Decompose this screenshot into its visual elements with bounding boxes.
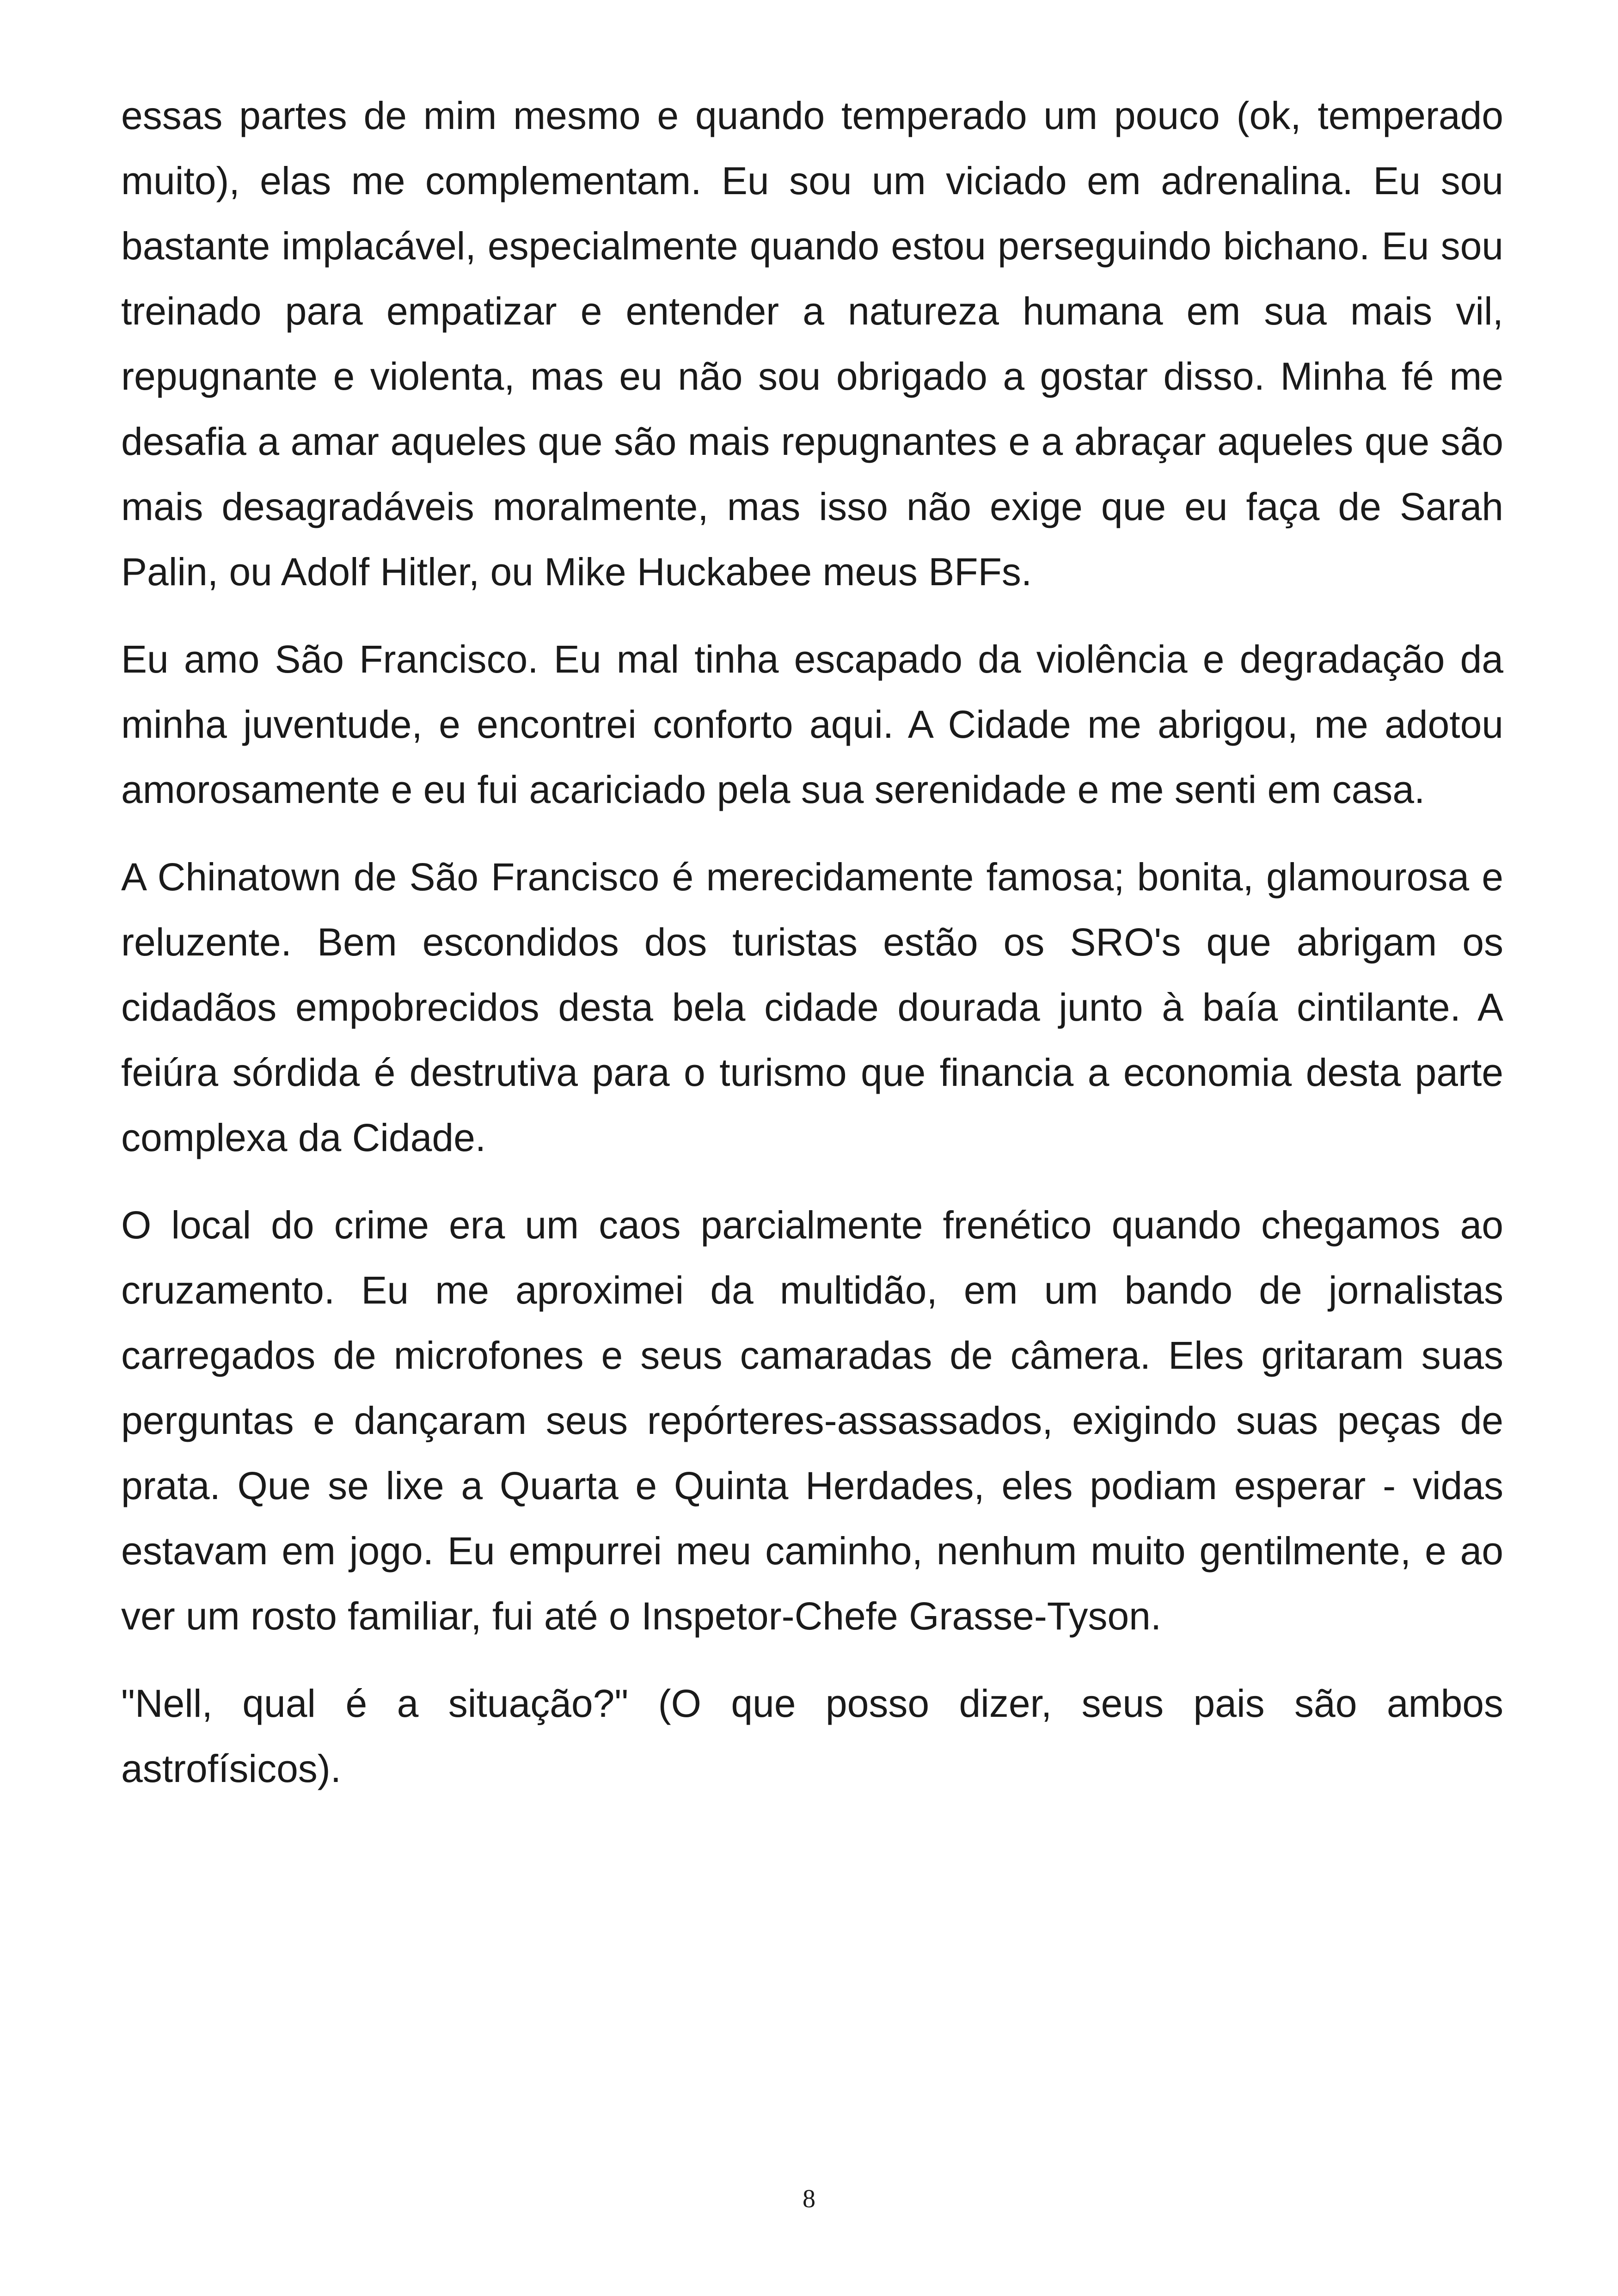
paragraph: Eu amo São Francisco. Eu mal tinha escapado da violência e degradação da minha juventude, e encontrei conforto aqui. A Cidade me abrigou, me adotou amorosamente e eu fui acariciado pela sua serenidade e me senti em casa. [121, 637, 1503, 811]
paragraph: essas partes de mim mesmo e quando temperado um pouco (ok, temperado muito), elas me complementam. Eu sou um viciado em adrenalina. Eu sou bastante implacável, especialmente quando estou perseguindo bichano. Eu sou treinado para empatizar e entender a natureza humana em sua mais vil, repugnante e violenta, mas eu não sou obrigado a gostar disso. Minha fé me desafia a amar aqueles que são mais repugnantes e a abraçar aqueles que são mais desagradáveis moralmente, mas isso não exige que eu faça de Sarah Palin, ou Adolf Hitler, ou Mike Huckabee meus BFFs. [121, 94, 1503, 594]
paragraph: "Nell, qual é a situação?" (O que posso dizer, seus pais são ambos astrofísicos). [121, 1682, 1503, 1790]
paragraph: O local do crime era um caos parcialmente frenético quando chegamos ao cruzamento. Eu me aproximei da multidão, em um bando de jornalistas carregados de microfones e seus camaradas de câmera. Eles gritaram suas perguntas e dançaram seus repórteres-assassados, exigindo suas peças de prata. Que se lixe a Quarta e Quinta Herdades, eles podiam esperar - vidas estavam em jogo. Eu empurrei meu caminho, nenhum muito gentilmente, e ao ver um rosto familiar, fui até o Inspetor-Chefe Grasse-Tyson. [121, 1203, 1503, 1638]
paragraph: A Chinatown de São Francisco é merecidamente famosa; bonita, glamourosa e reluzente. Bem escondidos dos turistas estão os SRO's que abrigam os cidadãos empobrecidos desta bela cidade dourada junto à baía cintilante. A feiúra sórdida é destrutiva para o turismo que financia a economia desta parte complexa da Cidade. [121, 855, 1503, 1159]
page-number: 8 [803, 2185, 815, 2213]
body-text [121, 83, 1503, 1824]
